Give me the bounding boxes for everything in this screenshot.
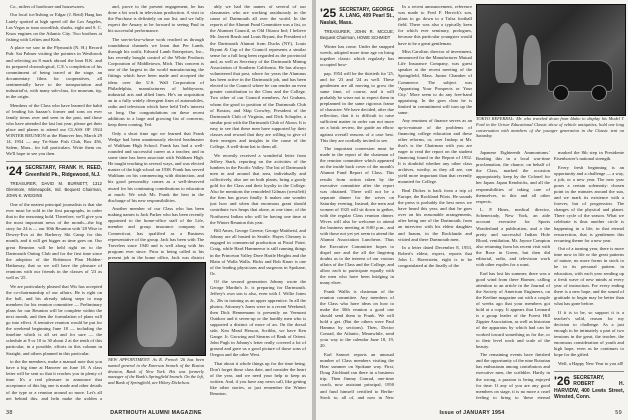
paragraph: Japanese Eighteenth Ammoniums.' Reading this in a local war-time proclamation, the chance, on behalf of the Class, marked the occasion appropriately, keep by the Colonel for her Japan. Japan Kendricks, and all the responsibilities of taking care of themselves, to this and all other respects.	[476, 150, 550, 204]
magazine-title: DARTMOUTH ALUMNI MAGAZINE	[110, 410, 202, 416]
paragraph: We are particularly pleased that Wis has accepted the co-chairmanship of our affairs. He is right on the ball, and his already taking steps to map members for his reunion committee — Preliminary plans for our Reunion will be complete within the next month, and then the formulation of plans will go into effect. A tentative reunion would be put for the weekend beginning June 18 — including the timeline which is all set and for sure — the schedule at 9 or 10 to 30 about 2 at the tenth of this particular, in a possible, efforts in this column in Straight, and others planned in this particular.	[6, 283, 102, 356]
paragraph: A place we saw in the Plymouth (N. H.) Record Pub: Sat Palmer visiting the pointers in Westbrook and selecting an 8 mark abroad the boat B.K. and its prepared chronological, C.E.'s completion of his commitment of being traced at the stage, an documentary films for cooperatives, all sentimentally have to the transportation and industrial'st, with many sub-class, for museum, tip, in the origin.	[6, 45, 102, 100]
paragraph: Well, a Happy New Year to you all!	[558, 360, 624, 366]
portrait-photo	[108, 262, 206, 356]
left-column-2	[108, 4, 204, 260]
right-column-1	[320, 4, 394, 400]
paragraph: Miss Caroline, director of investment, announced for the Manufacturer Mutual Life Insurance Company, was guest speaker at the recent meeting of the Springfield, Mass. Junior Chamber of Commerce. The subject was 'Appraising Your Prospects or Your City.' More seem to do any free-hand appraising. In the goes clear he is limited in commitment will turn up the same.	[398, 49, 472, 115]
paragraph: L. P. Hines, medical director, Schenectady, New York, an aide account executive for Sports Wonderland a publication, and a the pretty and successful Indian Hole Blood, ventilation, Mr. Jaynce Compton also returning from his recent visit with the Rose in Green, but then did editorial, radio, and television work with other expiles for a want.	[476, 207, 550, 268]
left-column-3	[210, 4, 306, 400]
paragraph: Bill Ames, George Greene, George Mattheisl, and Johnny are all busied in Seattle. Hayes Chesney is engaged in commercial production at Pistol Point. Craig, while Hard Hammeeur is still running things in the Princeton Valley Dave Hartle Heights and the Blain of Walla Walla. Hicks and Bob Knarr is one of the leading physicians and surgeons in Spokane, Or.	[210, 228, 306, 276]
photo-caption: TOKYO REFERRAL: Mr. who traveled down from Idaho to display his Model T Ford in the Grisor Educational Classic show of vehicle antiquities, hold one long conversation with members of the younger generation in the Classic tent on Saturday.	[476, 116, 624, 139]
paragraph: Members of the Class who have learned the habit of lending his bazaar's former and sons on ever family items over and seen in the past, and those who have attended the last last year, please get their place and planes to attend our CLASS OF 1924 WINTER REUNION at the Hanover Inn, March 29 14, 1954 — any Tri-State Fish Club, Box 456, Salem, Mass., for full particulars. Write them on. We'll hope to see you then.	[6, 102, 102, 157]
paragraph: Out of a turning year, there is more time now in life or the great patterns of nature, no more forms in stock to be in its personal pattern. in education, with each year sending up a fresh wave of new minds at every year of instruction. For every ending there is a new hope, and the sound of gratitude to begin may be better than what has gone before.	[554, 246, 624, 307]
paragraph: In a recent announcement, reference was made to Fred F. Herrick's son, plans to go down to a Tulsa football field. There was also a typically keen for which ever seminary, prologues, because this particular youngster would have to be a great gentleman.	[398, 4, 472, 46]
left-page	[0, 0, 312, 420]
left-footer	[0, 406, 312, 416]
paragraph: Co., milers of hardware and housewares.	[10, 4, 86, 9]
paragraph: Our local ice/fishing or Edgar (J. Reid) Haag has Lately spotted at high speed off the Los Angeles, Las Vegas or tuna swordfish, sharks, eight and S. C. Knox engines on the Atlantic City. Two brothers at fishing with Lefties and Kids.	[6, 12, 102, 42]
paragraph: Another member of our Class who has been making names is Jack Parker who has been recently appointed to the home-office staff of the Life, member and group insurance company in Connecticut, has qualified as a Business representative of the group. Jack has been with The Travelers since 1940 and is well along with his program ever since. Prior to being called to his present job in the home office, Jack was district	[108, 206, 204, 260]
right-column-2	[398, 4, 472, 400]
right-column-3	[476, 150, 550, 400]
class-year: '26	[554, 373, 571, 388]
paragraph: The remaining events have finished and the opportunity of the nine Rotarian has enthusiasm among contributors and executive men, the scribbler. Hartly in the wrong, a passion is being enjoyed for time. If any of you are any good members on stage, it is no more a cruel feeling to bring to 'these eternal	[476, 352, 550, 400]
paragraph: Winter has come. Under the snapped weeds, adopted more time age on bring together classic which regularly has occupied how-	[320, 43, 394, 68]
paragraph: Beal Dickes is back from a trip of Europe, the Rockland Pilots. He sounds the press is probably the best news we have heard this year, and that he goes over on his reasonable arrangements, after being one of the Dartmouth, from an interview with his eldest daughter and Inaum, in the Rocklanda and visited and there Dartmouth men.	[398, 187, 472, 242]
paragraph: Frank Wallis is chairman of the reunion committee. Any members of the Class who have ideas on how to make the 30th reunion a good one should send them to Frank. We will hold a get. (But the others were Paul Hamma by sections). Then, Doctor Conrad, the Atlantic, Meanwhile, send your way to the calendar June 18, 19, 20.	[320, 288, 394, 349]
paragraph: In a letter dated December 8, 1953, Robert's eldest, expect, reports that John L. Haverstein, eight is to be congratulated at the finally of the	[398, 245, 472, 269]
class-officers: TREASURER, DAVID M. BURNETT, 1312 Glenmore, Minneapolis, Ind. Bequest Chairman, JOHN K. WIGGINS	[6, 181, 102, 199]
paragraph: Earl Sanwei reports an unusual number of Class members visiting the Hear summer on Spokane way. First, Doug Zitchbaid ran there in a business trip. Then Jimmy Conrad, one-time coach, now assistant principal, 1950 and fund himself certified to Berlin-Stock to, all of, and now in New	[320, 351, 394, 400]
paragraph: pap. 1954 will be the thirtieth for '25, and for '23 and '24 as well. These gentlemen are all moving to grow the same time, of course, and it will probably be wiser not to expect them in preplanned in the same rigorous frame of character. We have decided, after due reflection, that it is difficult to raise sufficient matter in order can not more on a brisk review, the guide an elbow against overall reasons of a case best. This they are cordially invited to see.	[320, 70, 394, 143]
right-footer	[316, 406, 628, 416]
paragraph: to the the members, make a manual note that you have a big time at Hanover on June 18. A class letter will be sent so that it reaches you in plenty of time. It's a real pleasure to announce that acceptance of this big one is made and other details of the type or a reunion around so more. Let's all get behind this, and help make the golden a	[6, 359, 102, 400]
issue-date: Issue of JANUARY 1954	[439, 410, 505, 416]
class-year: '24	[6, 164, 23, 179]
paragraph: The son-in-law-whose work reached us through roundabout channels we learn that Per Lamb, through his outfit, Edward Lamb Enterprises, Inc., has recently bought control of the White Products Corporation of Middletown, Mich. This concern is one of the largest in the world manufacturing the fittings which have been made and accepted the ideas over the U.S. Wall Corporation of Philadelphia, manufacturers of hobbywear, industrial arts and allied lines. He's an acquisition an in a fully widely divergent lines of automobiles, radio and television which have held Ted's interest so long. Our congratulations on these recent additions to a large and growing list of concerns, keep them coming, Ted.	[108, 36, 204, 128]
paragraph: ably we had the names of several of our classmates who are working assiduously in the cause of Dartmouth all over the world. In the reports of the Alumni Fund Committee was a list, or the Alumnet Council, as Old Ottawa Ind; I believe Mr. Jarrett Brush and Louis Bryant, the President of the Dartmouth Alumni from Ducks (NY), Louis Bryant & Cap of the Council represents a similar sense for a full long been regarded as the provincial and, as well as Secretary of the Dartmouth Mining Association of Southern California. He has always volunteered that post, where for years the Alumnus has been active in the Dartmouth job, and has been elected to the Council where he can render an even greater contribution to the Class and the College. Two other of our Council members, Art Graham, whom the good to position of the Dartmouth Club of Boston, and Skip Crowley, President of the Dartmouth Club of Virginia, and Dick Schupler, a similar post with the Dartmouth Club of Akron. It is easy to see that these men have supported by their classes and reward that they are willing to give of their energies and insights in the cause of the College. A well-done hat to them all.	[210, 4, 306, 150]
class-secretary: SECRETARY, FRANK H. REED, Greenfield Pk., Ridgewood, N.J.	[25, 165, 102, 178]
class-year: '25	[320, 6, 337, 20]
paragraph: and, prove to the present engagement, he has done a bit work in television production. A visit to the Purchase is definitely on our list, and we fully expect the Ansary to be forward to seeing Paul in his successful performance.	[108, 4, 204, 34]
paragraph: Every fresh beginning is an opportunity and a challenge — a way, a job, or a new year. The new year poses a certain solemnity: chosen point in the minutes around the sun, and we mark its existence with a forever, but of progression. The changes of the physical and planet. There cycle of the season. What we celebrate is thus another circle is happening in a life, in that eternal resurrection, that is gentlemen this recurring theme for a new year.	[554, 164, 624, 243]
left-column-1	[6, 4, 102, 400]
class-officers: TREASURER, JOHN R. MCCUE; Bequest Chairman, HOWE SCHMIDT	[320, 29, 394, 41]
photo-caption: NEW APPOINTMENT: As R. French '26 has been named general in the Emerson branch of the Boston division, Bank of New York. His was formerly manager of the Bank's Springfield branch. On the left, and Bank of Springfield, are Hilary Dickelson.	[108, 357, 204, 386]
class-heading-25	[320, 4, 394, 26]
class-secretary: SECRETARY, GEORGE A. LANG, 409 Pearl St., Naslak, Mass.	[320, 7, 394, 26]
paragraph: Only a short time ago we learned that Frank Wedge had been unanimously elected headmaster of Waltham High School. Frank has had a well-rounded and successful career as a teacher, and in some time has been associate with Waltham High. He taught teaching in several ways, and was elected master of the high school on 1938. Frank has served Waltham on his commencing with distinction, and his good personality comes as a well-deserved award for his continuing contributions to education at much. We wish Mr. Frank the best in the discharge of his new responsibilities.	[108, 130, 204, 203]
class-heading-24	[6, 161, 102, 178]
paragraph: If it is to be, so support it is a teacher's solid, reason for my decision to challenge. As a just enough to be intimately a part of two tensions in the great, the teacher, the enormous consideration of youth and high hope, even as he continues to hope for the gifted.	[554, 309, 624, 358]
page-number: 38	[6, 410, 13, 416]
paragraph: One of the neatest principal journalists is that she ever must be sold in the first paragraphs, in order that to the reasoning hold. Therefore, we'll give you the most important news of the month—the big story for 24 is — our 30th Reunion with '28 Wise to Dewey-Eva at the Barberry Ski Camp for this month, and it will get bigger as time goes on. Our great Reunion will be held right on to the Dartmouth Outing Club and for the first time since the adoption of the Robinson Plan Hidden-Hathaway, that so we will have the pleasure of reunions with our friends in the classes of '23 as well as '25.	[6, 201, 102, 281]
class-secretary: SECRETARY, ROBERT H. HARVIDW, 400 Lewis Street, Winsted, Conn.	[554, 374, 624, 400]
right-column-4	[554, 150, 624, 400]
right-page	[316, 0, 628, 420]
page-number: 59	[615, 410, 622, 416]
paragraph: Any reunions of finance serves as an up-to-minute of the problems of financing college education and these other reforms, or, over Inshop at Mr. that's is the Chairman with you are eager to read the report on the student financing found in the Report of 1952. It is doubtful whether any other class archives, worthy, as they all are, can yield more important than that recently mounted for College.	[398, 118, 472, 185]
paragraph: That about it whole things up for the time being. Don't forget those class date, and consider the heart of the year, and we need your help to keep us written. And, if you have any news call, like getting like other stories, or just remember the Winter Reunion.	[210, 360, 306, 397]
paragraph: The important cornersion must be made in the report of the chairman of the reunion committee which appeared on the inside back cover of the month's Alumni Fund Report of Class. This results from action taken by the executive committee after the report was obtained. There will not be a separate dinner for the wives on Saturday evening. Instead, the men and women of 1925 will sit down to gether, with the regular Class reunion dinner. Wives will also be welcome to attend the business meeting at 8:00 p.m., and with those not yet yet seem to attend the Alumni Association Luncheon. Thus the Executive Committee hopes to dispel one and the all the lingering doubts as to the interest of our various affairs of the Class and the College, and allow each to participate equally with the men who have been bridging in many elsee.	[320, 146, 394, 286]
paragraph: Of the second generation Johnny wrote the George Mardin's Jr. is preparing for Dartmouth. Jeffrey's own son is also, even with J. Willie Jones Jr., 26s in training as an upper apprentice. In all the photos; Attorney's Jones were to a recent Weekend; then Dick Hennemann is presently on Vermont Outdoor and it seven-up or the hardily men who is supported a distinct of more of an. On the dorsal side, Ken Mead Hesson, Scribbs, we have Ken Gange. Jr. Growing and Stearns of Bank of Orient. John Pugh in Johnny's letter really covered a lot of ground and gave us a good picture of those sons of Oregon and the other West.	[210, 279, 306, 358]
paragraph: We recently received a wonderful letter from Jeffrey Stark, reporting on the activities of the lumbers in the Pacific Valley. The list of Dartmouth men in and around that area, individually and collectively, also are on both plants, bring a goody gold for the Class and their loyalty in the College. Also he mentions the remodeled Gilman (west/left) the firm has grown finally. It makes one wonder just how and when that enormous grant should contribute two heaps that alone, at one time, of the Northwest Indian who will be having one time at the Winter Reunion this year.	[210, 152, 306, 225]
antique-car-photo	[476, 4, 626, 116]
paragraph: marked the 8th step in Presidente Eisenhower's national strength.	[554, 150, 624, 162]
class-heading-26	[554, 371, 624, 400]
paragraph: Earl has lost his summer, there was a good wind from there Harmer, calling attention to an article in the Journal of the Society of American Engineers, on the Keeline magazine out with a couple of weeks ago that your members got hold at a copy. It appears that Leonard is a group leader of the Forest Hill Zippier Association, as well as historian of the apparatus by which had can be worked toward something as for the, or to their level work and scale of the beauty.	[476, 270, 550, 349]
